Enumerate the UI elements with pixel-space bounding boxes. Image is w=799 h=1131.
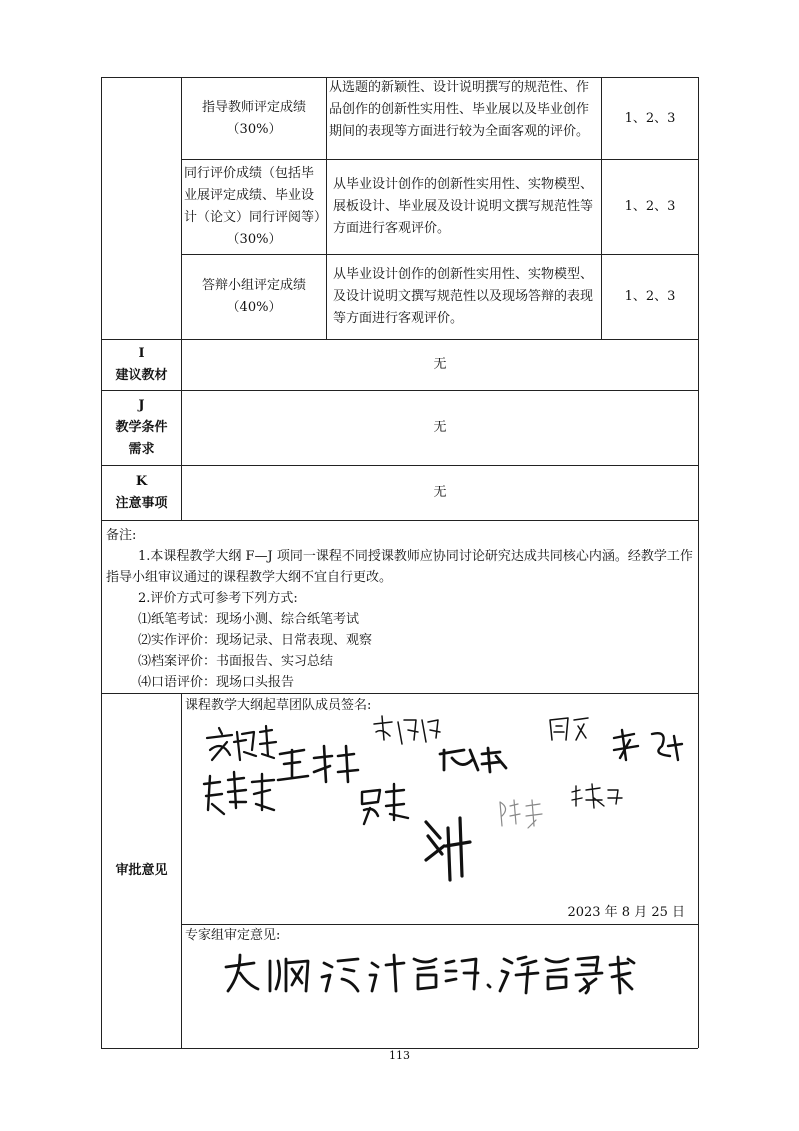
signature-stroke [362, 784, 408, 824]
assessment-name: 同行评价成绩（包括毕业展评定成绩、毕业设计（论文）同行评阅等） [184, 166, 328, 225]
table-border-right [698, 77, 699, 1048]
assessment-row-3-name [182, 255, 326, 339]
assessment-row-3-objectives: 1、2、3 [624, 289, 676, 304]
section-j-label [102, 391, 181, 465]
section-i-label [102, 340, 181, 390]
row-divider [101, 520, 698, 521]
assessment-row-2-name [182, 160, 326, 254]
signature-stroke [426, 818, 470, 880]
section-title: 教学条件需求 [115, 420, 168, 457]
assessment-row-2-description: 从毕业设计创作的创新性实用性、实物模型、展板设计、毕业展及设计说明文撰写规范性等方面进行客观评价。 [333, 177, 594, 236]
signature-stroke [278, 746, 358, 782]
section-j-content: 无 [433, 420, 447, 435]
signature-stroke [572, 784, 622, 808]
expert-heading: 专家组审定意见: [185, 928, 281, 943]
assessment-row-1-description: 从选题的新颖性、设计说明撰写的规范性、作品创作的创新性实用性、毕业展以及毕业创作期间的表现等方面进行较为全面客观的评价。 [329, 80, 590, 139]
notes-line-1: 1.本课程教学大纲 F—J 项同一课程不同授课教师应协同讨论研究达成共同核心内涵。经教学工作指导小组审议通过的课程教学大纲不宜自行更改。 [106, 549, 693, 585]
notes-line-2: 2.评价方式可参考下列方式: [138, 591, 298, 606]
signature-stroke [204, 772, 274, 814]
section-k-label [102, 466, 181, 520]
assessment-name: 答辩小组评定成绩 [201, 278, 306, 293]
section-i-content: 无 [433, 357, 447, 372]
approval-label: 审批意见 [115, 863, 168, 878]
column-divider [326, 77, 327, 339]
expert-opinion-handwriting [182, 945, 698, 1005]
page-number: 113 [389, 1049, 410, 1062]
handwritten-signatures [182, 710, 698, 890]
notes-item: ⑷口语评价：现场口头报告 [138, 675, 295, 690]
section-title: 注意事项 [115, 496, 168, 511]
assessment-weight: （40%） [226, 300, 282, 315]
signature-stroke [550, 718, 588, 740]
section-letter: J [138, 398, 145, 413]
assessment-row-2-objectives: 1、2、3 [624, 199, 676, 214]
section-title: 建议教材 [115, 368, 168, 383]
notes-heading: 备注: [106, 528, 137, 543]
notes-item: ⑴纸笔考试：现场小测、综合纸笔考试 [138, 612, 360, 627]
section-letter: I [138, 346, 145, 361]
assessment-name: 指导教师评定成绩 [201, 99, 306, 115]
signature-stroke [207, 726, 276, 760]
assessment-weight: （30%） [226, 232, 282, 247]
signature-date: 2023 年 8 月 25 日 [567, 905, 685, 920]
signature-stroke [374, 716, 440, 744]
section-k-content: 无 [433, 485, 447, 500]
notes-item: ⑵实作评价：现场记录、日常表现、观察 [138, 633, 373, 648]
row-divider [101, 693, 698, 694]
signature-stroke [614, 730, 682, 760]
assessment-row-1-name [182, 78, 326, 159]
signature-stroke [440, 748, 506, 772]
assessment-row-3-description: 从毕业设计创作的创新性实用性、实物模型、及设计说明文撰写规范性以及现场答辩的表现等方面进行客观评价。 [333, 267, 594, 326]
section-letter: K [135, 474, 148, 489]
assessment-weight: （30%） [226, 121, 282, 137]
signature-heading: 课程教学大纲起草团队成员签名: [185, 698, 372, 713]
notes-item: ⑶档案评价：书面报告、实习总结 [138, 654, 334, 669]
assessment-row-1-objectives: 1、2、3 [624, 110, 676, 126]
signature-stroke [500, 800, 542, 828]
